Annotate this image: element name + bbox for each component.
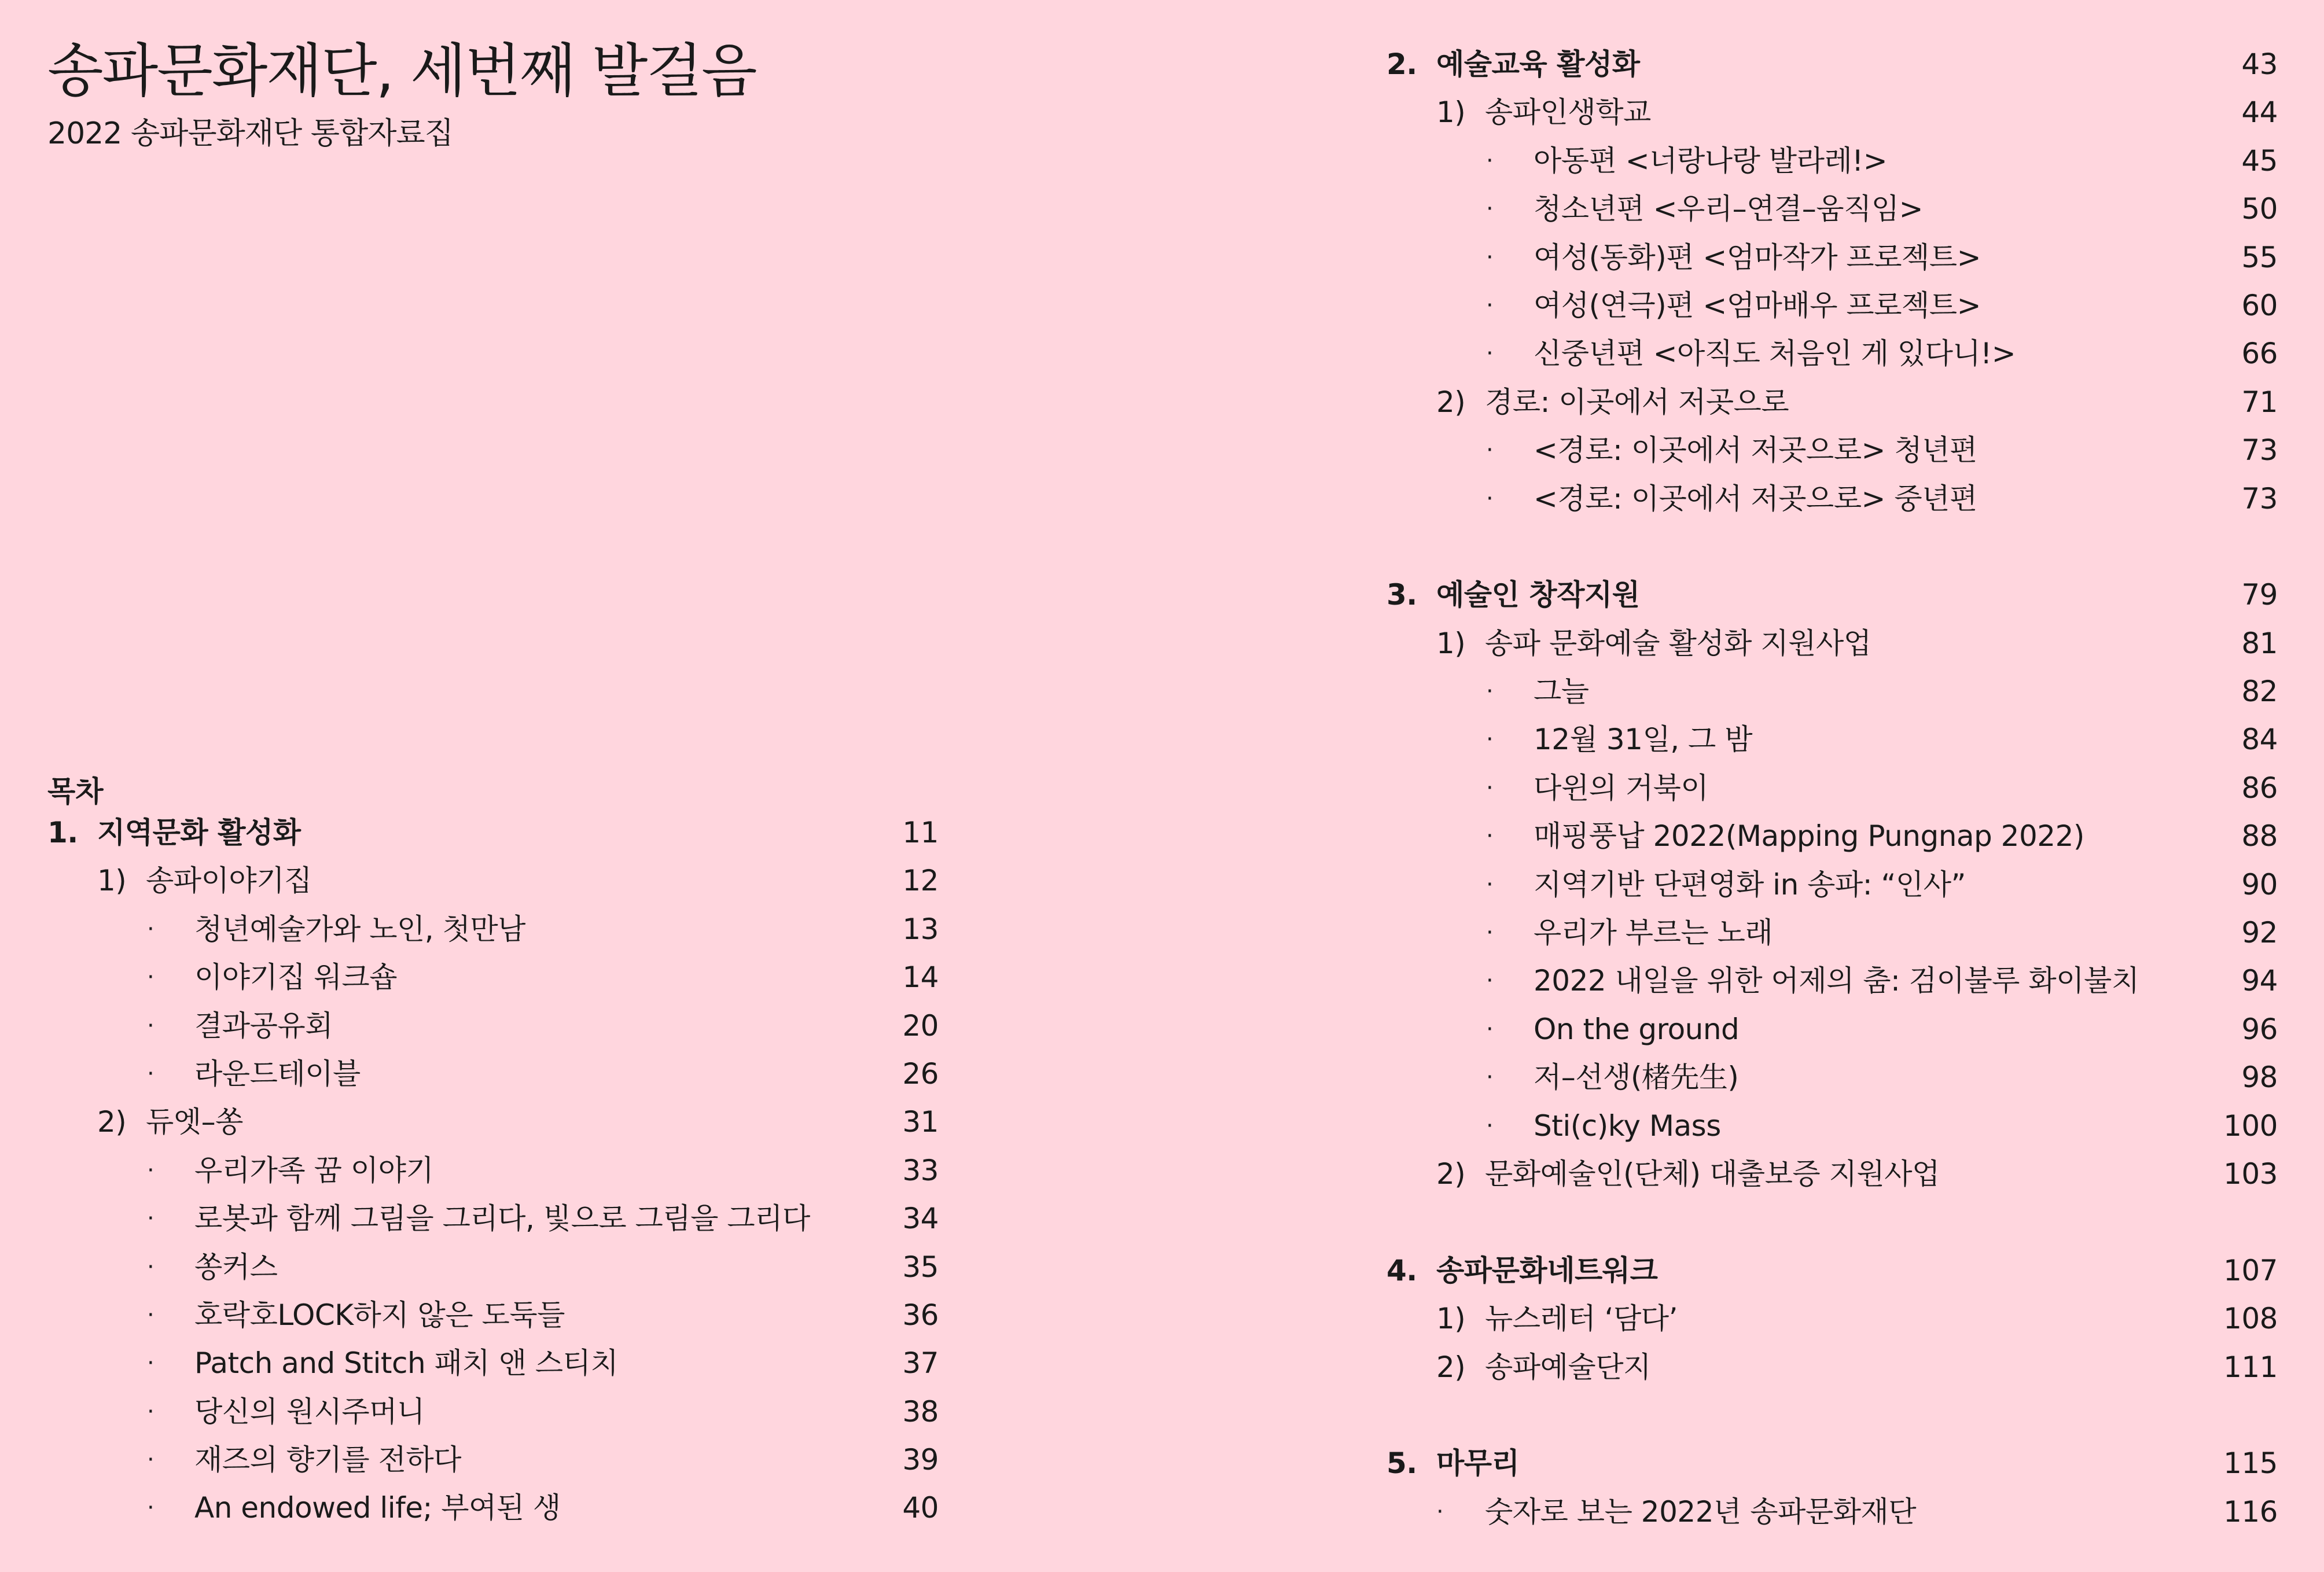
toc-item <box>47 905 939 953</box>
bullet-marker: · <box>1486 871 1494 898</box>
toc-label: 문화예술인(단체) 대출보증 지원사업 <box>1485 1157 1940 1191</box>
toc-subsection <box>1387 1150 2278 1198</box>
toc-spacer <box>1387 1198 2278 1246</box>
toc-label: <경로: 이곳에서 저곳으로> 청년편 <box>1534 433 1977 467</box>
bullet-marker: · <box>1486 292 1494 319</box>
toc-spacer <box>1387 1391 2278 1440</box>
toc-item <box>1387 137 2278 185</box>
bullet-marker: · <box>1436 1498 1444 1525</box>
bullet-marker: · <box>147 915 155 943</box>
document-title: 송파문화재단, 세번째 발걸음 <box>47 37 756 105</box>
toc-page-number: 71 <box>2241 385 2278 419</box>
toc-item <box>1387 716 2278 764</box>
toc-subsection <box>1387 89 2278 137</box>
bullet-marker: · <box>147 1253 155 1280</box>
toc-section <box>47 809 939 857</box>
toc-page-number: 73 <box>2241 433 2278 467</box>
toc-number: 1) <box>1436 626 1466 660</box>
toc-item <box>1387 1102 2278 1150</box>
toc-page-number: 100 <box>2223 1109 2278 1143</box>
toc-page-number: 39 <box>902 1443 939 1477</box>
toc-label: 우리가족 꿈 이야기 <box>194 1153 434 1187</box>
toc-page-number: 36 <box>902 1298 939 1332</box>
toc-label: 당신의 원시주머니 <box>194 1394 425 1429</box>
bullet-marker: · <box>1486 340 1494 367</box>
toc-label: 여성(연극)편 <엄마배우 프로젝트> <box>1534 288 1981 322</box>
toc-page-number: 115 <box>2223 1446 2278 1481</box>
toc-page-number: 35 <box>902 1250 939 1284</box>
toc-item <box>1387 909 2278 957</box>
toc-label: 경로: 이곳에서 저곳으로 <box>1485 385 1789 419</box>
bullet-marker: · <box>1486 437 1494 464</box>
bullet-marker: · <box>1486 678 1494 705</box>
toc-label: 그늘 <box>1534 675 1589 709</box>
toc-item <box>47 1147 939 1195</box>
bullet-marker: · <box>147 1446 155 1474</box>
toc-label: 예술인 창작지원 <box>1436 578 1640 612</box>
toc-spacer <box>1387 523 2278 571</box>
toc-page-number: 33 <box>902 1153 939 1187</box>
toc-label: 결과공유회 <box>194 1008 333 1043</box>
toc-label: 송파이야기집 <box>146 864 312 898</box>
toc-page-number: 96 <box>2241 1012 2278 1046</box>
toc-item <box>47 1436 939 1484</box>
bullet-marker: · <box>1486 774 1494 801</box>
toc-label: 쏭커스 <box>194 1250 278 1284</box>
toc-number: 2) <box>1436 1350 1466 1384</box>
toc-label: 뉴스레터 ‘담다’ <box>1485 1302 1678 1336</box>
toc-page-number: 86 <box>2241 771 2278 805</box>
toc-item <box>47 1339 939 1387</box>
bullet-marker: · <box>1486 1064 1494 1091</box>
toc-number: 1) <box>1436 95 1466 130</box>
toc-label: 숫자로 보는 2022년 송파문화재단 <box>1485 1494 1917 1529</box>
bullet-marker: · <box>147 1060 155 1087</box>
toc-item <box>1387 764 2278 812</box>
toc-label: On the ground <box>1534 1012 1740 1046</box>
toc-item <box>47 1291 939 1339</box>
toc-label: 신중년편 <아직도 처음인 게 있다니!> <box>1534 337 2016 371</box>
toc-item <box>1387 861 2278 909</box>
toc-label: 예술교육 활성화 <box>1436 47 1640 81</box>
toc-label: 이야기집 워크숍 <box>194 960 397 995</box>
toc-label: 2022 내일을 위한 어제의 춤: 검이불루 화이불치 <box>1534 964 2139 998</box>
bullet-marker: · <box>1486 967 1494 995</box>
toc-subsection <box>1387 378 2278 426</box>
toc-label: 다윈의 거북이 <box>1534 771 1709 805</box>
toc-subsection <box>47 1098 939 1146</box>
toc-number: 3. <box>1387 578 1417 612</box>
bullet-marker: · <box>147 964 155 991</box>
toc-page-number: 84 <box>2241 723 2278 757</box>
toc-label: 청년예술가와 노인, 첫만남 <box>194 912 525 946</box>
toc-page-number: 90 <box>2241 867 2278 901</box>
toc-page-number: 13 <box>902 912 939 946</box>
bullet-marker: · <box>147 1301 155 1328</box>
toc-page-number: 73 <box>2241 481 2278 516</box>
toc-number: 2) <box>97 1105 127 1139</box>
toc-item <box>47 953 939 1002</box>
toc-label: 로봇과 함께 그림을 그리다, 빛으로 그림을 그리다 <box>194 1202 810 1236</box>
toc-page-number: 81 <box>2241 626 2278 660</box>
toc-item <box>47 1484 939 1532</box>
toc-page-number: 50 <box>2241 192 2278 226</box>
toc-page-number: 37 <box>902 1346 939 1380</box>
toc-page-number: 26 <box>902 1056 939 1091</box>
toc-page-number: 60 <box>2241 288 2278 322</box>
toc-page-number: 40 <box>902 1491 939 1525</box>
toc-page-number: 108 <box>2223 1302 2278 1336</box>
toc-item <box>1387 330 2278 378</box>
bullet-marker: · <box>1486 244 1494 271</box>
bullet-marker: · <box>1486 147 1494 174</box>
toc-heading: 목차 <box>47 775 104 808</box>
toc-number: 1. <box>47 816 78 849</box>
bullet-marker: · <box>1486 196 1494 223</box>
toc-page-number: 45 <box>2241 143 2278 178</box>
bullet-marker: · <box>147 1350 155 1377</box>
toc-label: 여성(동화)편 <엄마작가 프로젝트> <box>1534 240 1981 274</box>
toc-item <box>1387 282 2278 330</box>
toc-label: Patch and Stitch 패치 앤 스티치 <box>194 1346 619 1380</box>
bullet-marker: · <box>147 1012 155 1039</box>
toc-item <box>1387 234 2278 282</box>
toc-page-number: 79 <box>2241 578 2278 612</box>
toc-number: 5. <box>1387 1446 1417 1481</box>
toc-label: 마무리 <box>1436 1446 1520 1481</box>
toc-item <box>47 1050 939 1098</box>
toc-label: Sti(c)ky Mass <box>1534 1109 1721 1143</box>
toc-page-number: 43 <box>2241 47 2278 81</box>
toc-item <box>1387 668 2278 716</box>
toc-label: 청소년편 <우리–연결–움직임> <box>1534 192 1923 226</box>
toc-page-number: 92 <box>2241 916 2278 950</box>
toc-number: 1) <box>97 864 127 898</box>
toc-item <box>47 1002 939 1050</box>
toc-page-number: 82 <box>2241 675 2278 709</box>
toc-column-right <box>1387 41 2278 1536</box>
toc-subsection <box>1387 1488 2278 1536</box>
toc-label: 매핑풍납 2022(Mapping Pungnap 2022) <box>1534 819 2084 853</box>
toc-number: 2) <box>1436 385 1466 419</box>
toc-page-number: 44 <box>2241 95 2278 130</box>
document-subtitle: 2022 송파문화재단 통합자료집 <box>47 116 453 151</box>
toc-page-number: 111 <box>2223 1350 2278 1384</box>
toc-item <box>1387 185 2278 233</box>
toc-page-number: 98 <box>2241 1061 2278 1095</box>
toc-item <box>1387 957 2278 1005</box>
toc-number: 1) <box>1436 1302 1466 1336</box>
toc-number: 4. <box>1387 1253 1417 1287</box>
toc-label: 송파인생학교 <box>1485 95 1651 130</box>
bullet-marker: · <box>1486 485 1494 512</box>
toc-label: 우리가 부르는 노래 <box>1534 916 1773 950</box>
bullet-marker: · <box>1486 823 1494 850</box>
toc-subsection <box>47 857 939 905</box>
toc-label: 재즈의 향기를 전하다 <box>194 1443 461 1477</box>
toc-section <box>1387 571 2278 619</box>
toc-page-number: 88 <box>2241 819 2278 853</box>
toc-page-number: 34 <box>902 1202 939 1236</box>
bullet-marker: · <box>147 1205 155 1232</box>
toc-label: 송파 문화예술 활성화 지원사업 <box>1485 626 1871 660</box>
toc-item <box>1387 812 2278 860</box>
toc-page-number: 66 <box>2241 337 2278 371</box>
toc-label: 12월 31일, 그 밤 <box>1534 723 1753 757</box>
toc-label: 지역문화 활성화 <box>97 816 301 849</box>
toc-page-number: 31 <box>902 1105 939 1139</box>
toc-page-number: 38 <box>902 1394 939 1429</box>
toc-page-number: 11 <box>902 816 939 849</box>
toc-page-number: 14 <box>902 960 939 995</box>
toc-item <box>47 1388 939 1436</box>
toc-subsection <box>1387 620 2278 668</box>
toc-item <box>1387 1054 2278 1102</box>
bullet-marker: · <box>1486 919 1494 947</box>
toc-item <box>1387 1006 2278 1054</box>
toc-page-number: 12 <box>902 864 939 898</box>
toc-label: 송파예술단지 <box>1485 1350 1651 1384</box>
toc-label: 저–선생(楮先生) <box>1534 1061 1739 1095</box>
toc-label: 라운드테이블 <box>194 1056 361 1091</box>
toc-section <box>1387 1247 2278 1295</box>
toc-item <box>47 1195 939 1243</box>
toc-item <box>1387 475 2278 523</box>
bullet-marker: · <box>147 1157 155 1184</box>
toc-label: <경로: 이곳에서 저곳으로> 중년편 <box>1534 481 1977 516</box>
toc-subsection <box>1387 1343 2278 1391</box>
toc-label: 송파문화네트워크 <box>1436 1253 1658 1287</box>
toc-page-number: 20 <box>902 1008 939 1043</box>
toc-item <box>1387 426 2278 474</box>
toc-label: 호락호LOCK하지 않은 도둑들 <box>194 1298 565 1332</box>
toc-page-number: 55 <box>2241 240 2278 274</box>
toc-column-left <box>47 809 939 1533</box>
bullet-marker: · <box>1486 1015 1494 1043</box>
toc-page-number: 94 <box>2241 964 2278 998</box>
toc-item <box>47 1243 939 1291</box>
toc-page-number: 107 <box>2223 1253 2278 1287</box>
toc-section <box>1387 41 2278 89</box>
toc-subsection <box>1387 1295 2278 1343</box>
bullet-marker: · <box>147 1494 155 1522</box>
toc-label: An endowed life; 부여된 생 <box>194 1491 561 1525</box>
toc-label: 지역기반 단편영화 in 송파: “인사” <box>1534 867 1966 901</box>
toc-number: 2. <box>1387 47 1417 81</box>
toc-number: 2) <box>1436 1157 1466 1191</box>
toc-page-number: 103 <box>2223 1157 2278 1191</box>
bullet-marker: · <box>147 1398 155 1425</box>
toc-page-number: 116 <box>2223 1494 2278 1529</box>
toc-label: 듀엣–쏭 <box>146 1105 243 1139</box>
bullet-marker: · <box>1486 1112 1494 1139</box>
toc-label: 아동편 <너랑나랑 발라레!> <box>1534 143 1888 178</box>
bullet-marker: · <box>1486 726 1494 753</box>
toc-section <box>1387 1440 2278 1488</box>
